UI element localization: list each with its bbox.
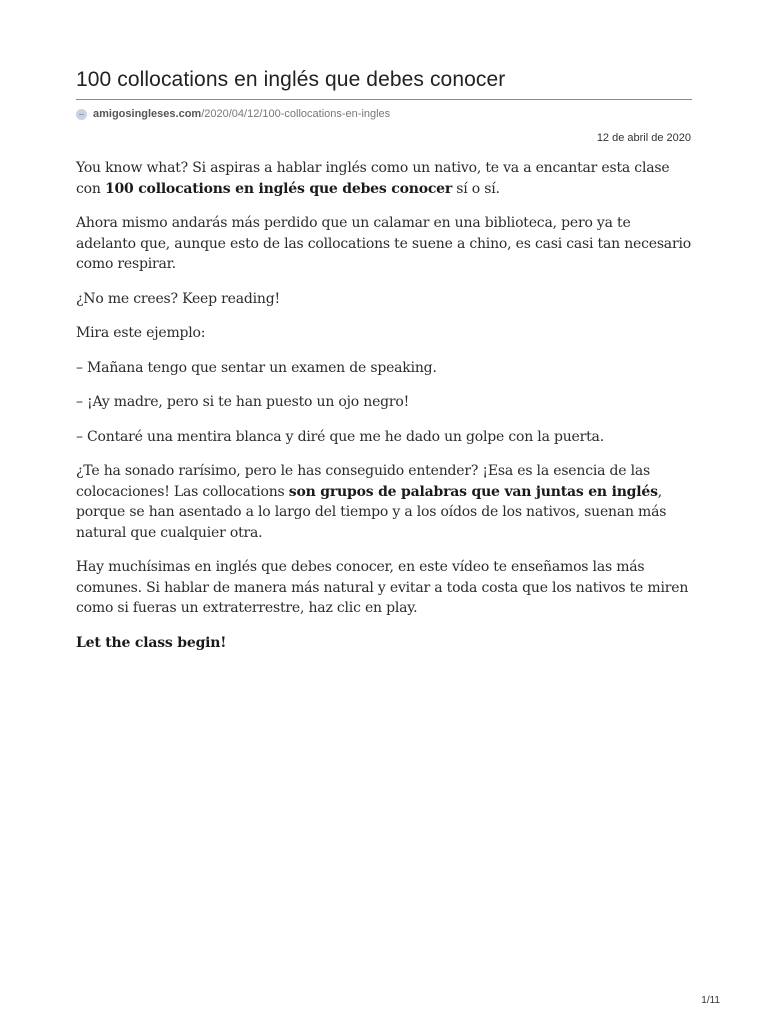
- paragraph-4: Mira este ejemplo:: [76, 325, 206, 341]
- closing-line: Let the class begin!: [76, 634, 227, 651]
- paragraph-8-tail: , porque se han asentado a lo largo del tiempo y a los oídos de los nativos, suenan más natural que cualquier otra.: [76, 483, 667, 541]
- globe-icon: [76, 109, 87, 120]
- article-body: [76, 158, 692, 653]
- paragraph-8: [76, 461, 692, 543]
- source-path[interactable]: /2020/04/12/100-collocations-en-ingles: [201, 108, 391, 120]
- paragraph-2: Ahora mismo andarás más perdido que un calamar en una biblioteca, pero ya te adelanto que, aunque esto de las collocations te suene a chino, es casi casi tan necesario como respirar.: [76, 215, 691, 272]
- paragraph-1-tail: sí o sí.: [452, 180, 500, 197]
- paragraph-1-bold: 100 collocations en inglés que debes conocer: [104, 180, 453, 197]
- paragraph-5: – Mañana tengo que sentar un examen de speaking.: [76, 359, 437, 376]
- paragraph-6: – ¡Ay madre, pero si te han puesto un ojo negro!: [76, 394, 410, 410]
- source-url[interactable]: [76, 106, 692, 122]
- paragraph-1: [76, 158, 692, 199]
- paragraph-7: – Contaré una mentira blanca y diré que me he dado un golpe con la puerta.: [76, 428, 604, 445]
- paragraph-10: [76, 633, 692, 654]
- paragraph-3: ¿No me crees? Keep reading!: [76, 290, 280, 307]
- document-page: [76, 0, 692, 667]
- paragraph-8-bold: son grupos de palabras que van juntas en inglés: [288, 483, 658, 500]
- paragraph-8-text: ¿Te ha sonado rarísimo, pero le has conseguido entender? ¡Esa es la esencia de las colocaciones! Las collocations: [76, 463, 651, 500]
- paragraph-9: Hay muchísimas en inglés que debes conocer, en este vídeo te enseñamos las más comunes. Si hablar de manera más natural y evitar a toda costa que los nativos te miren como si fueras un extraterrestre, haz clic en play.: [76, 559, 689, 616]
- publish-date: 12 de abril de 2020: [596, 132, 691, 144]
- paragraph-1-text: You know what? Si aspiras a hablar inglés como un nativo, te va a encantar esta clase con: [76, 160, 670, 197]
- page-title: 100 collocations en inglés que debes conocer: [76, 0, 692, 100]
- page-number: 1/11: [701, 995, 720, 1006]
- source-domain[interactable]: amigosingleses.com: [93, 108, 202, 120]
